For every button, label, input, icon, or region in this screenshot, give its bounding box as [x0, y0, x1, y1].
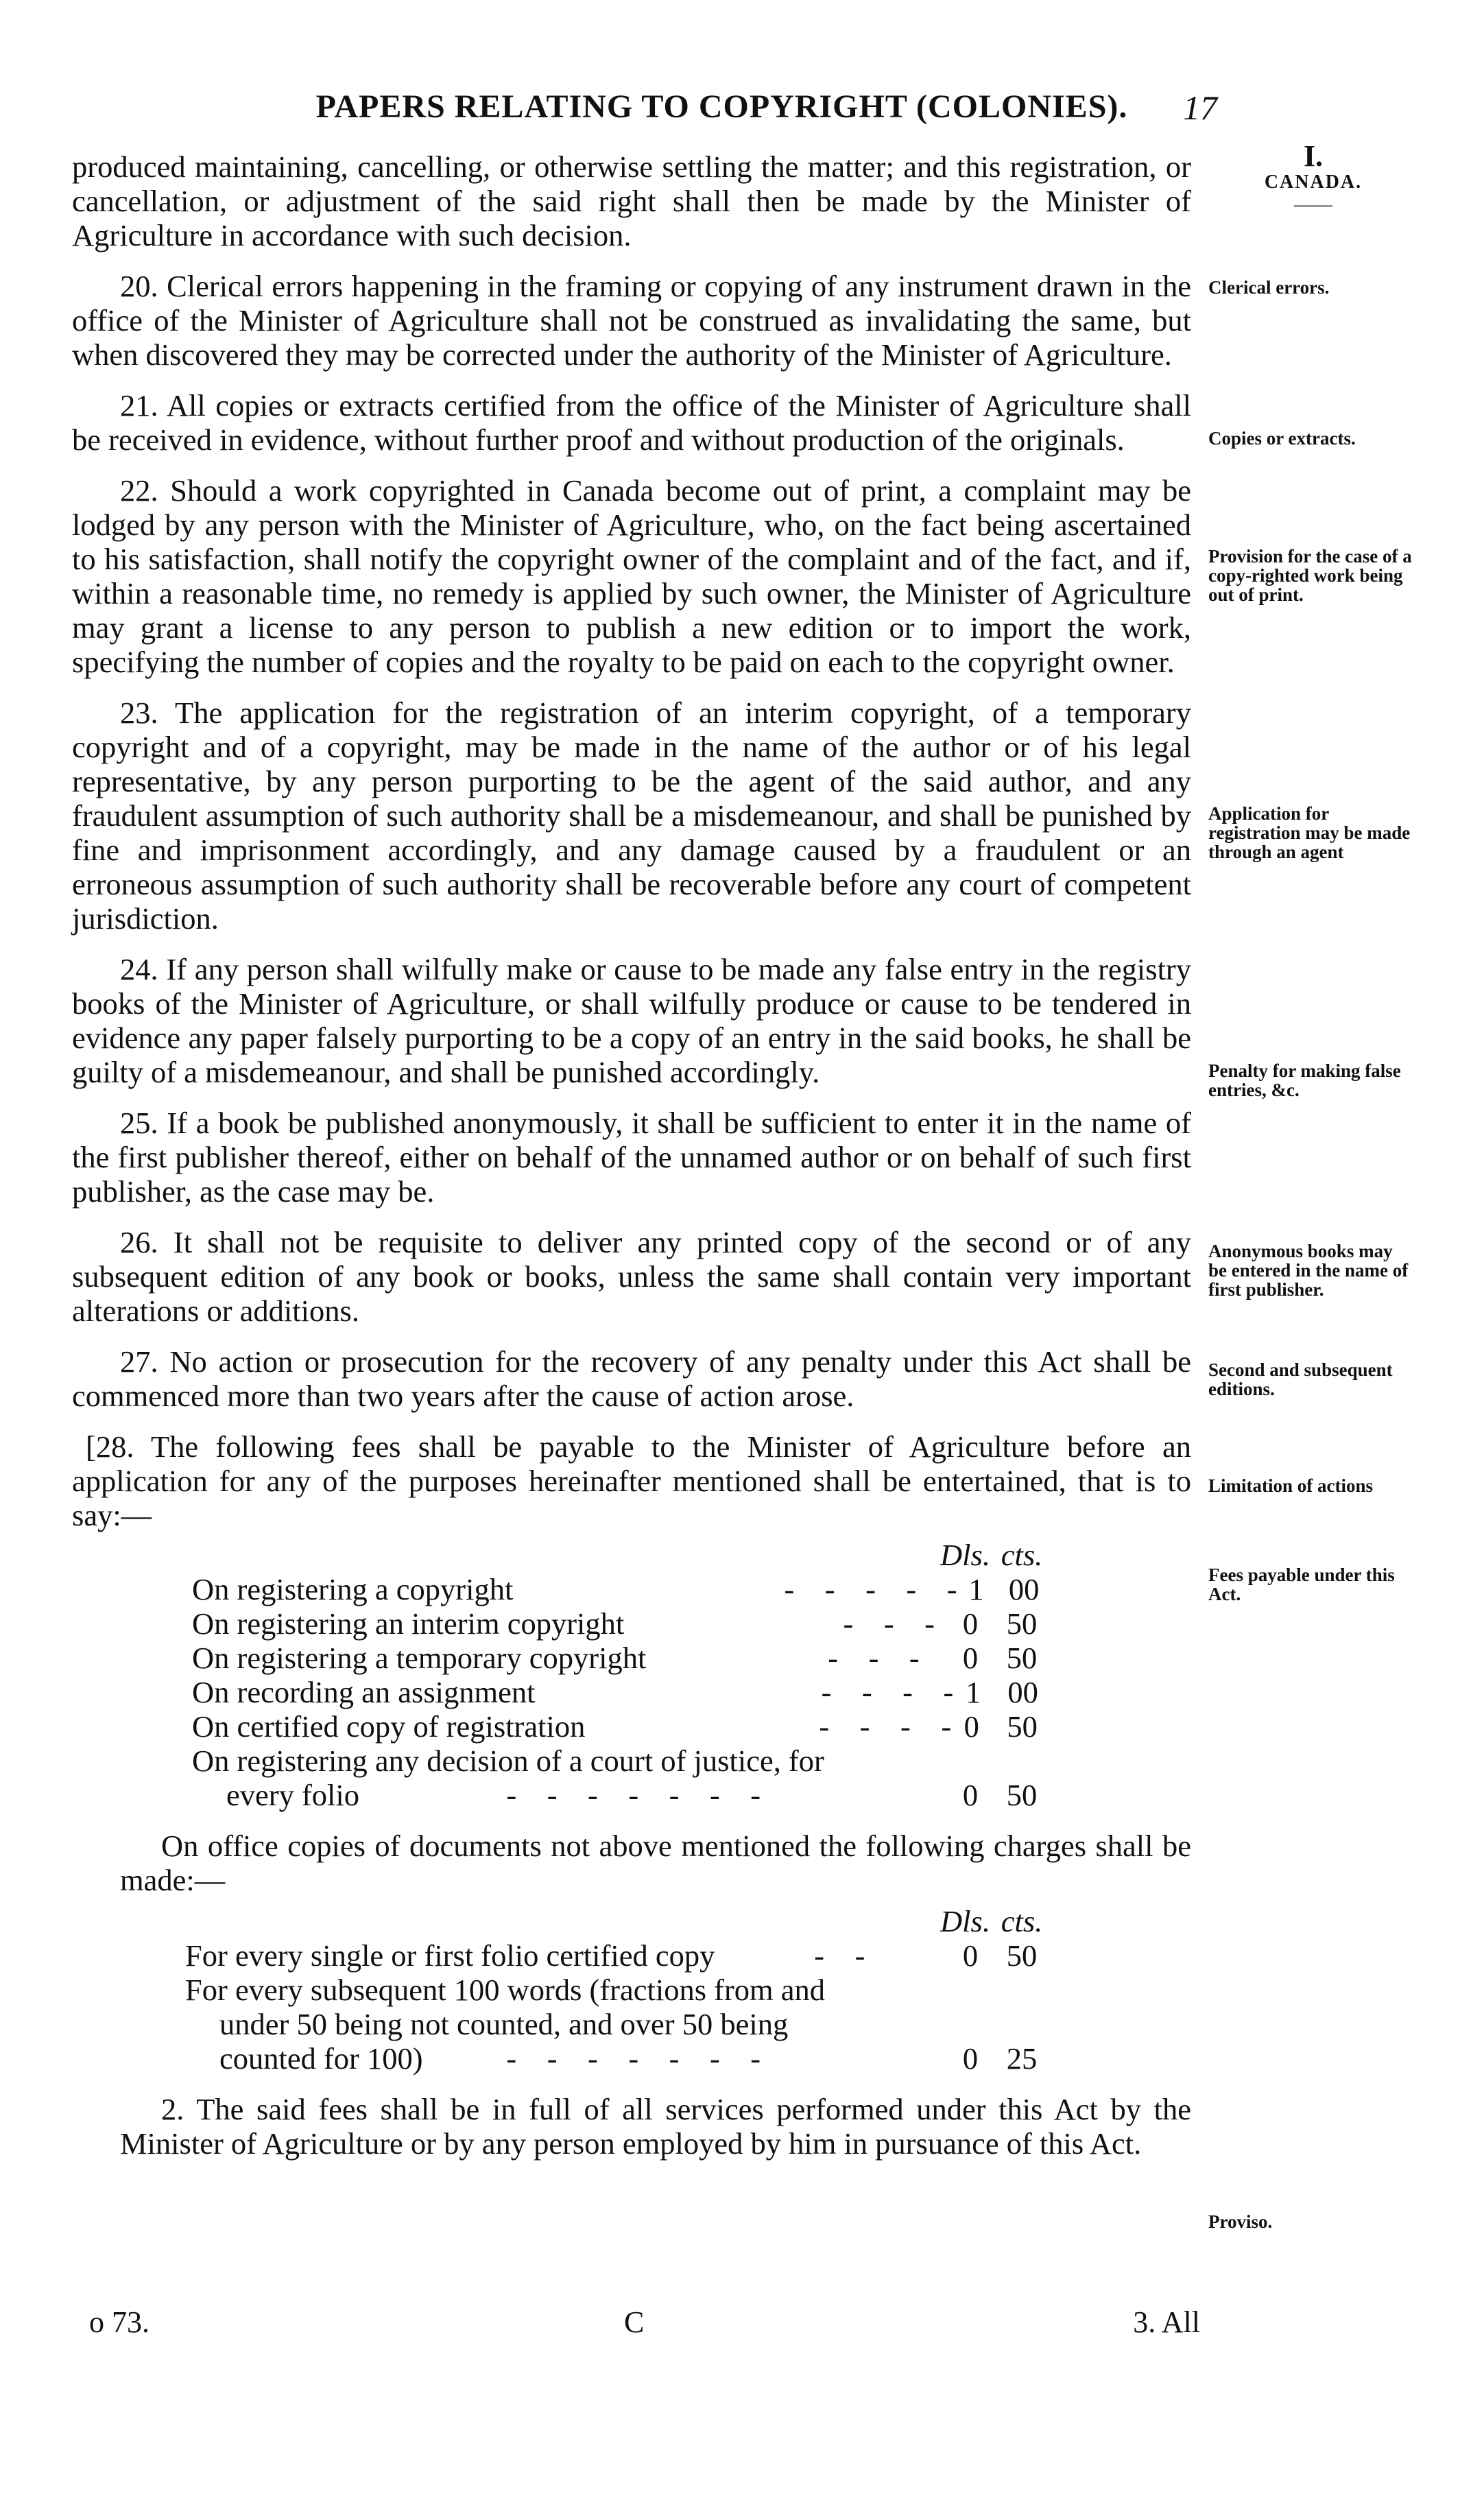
fee-dollars: 0: [962, 1641, 979, 1675]
fee-label: For every single or first folio certified copy: [185, 1938, 715, 1973]
paragraph-25: [72, 1106, 1191, 1209]
paragraph-number: 24.: [120, 952, 158, 986]
fee-leader: - - - - -: [769, 1572, 957, 1606]
sidenote-limitation: Limitation of actions: [1208, 1475, 1373, 1496]
paragraph-22: [72, 473, 1191, 679]
sheet-letter: C: [624, 2305, 645, 2339]
paragraph-text: Should a work copyrighted in Canada become out of print, a complaint may be lodged by any person with the Minister of Agriculture, who, on the fact being ascertained to his satisfaction, shall notify the copyright owner of the complaint and of the fact, and if, within a reasonable time, no remedy is applied by such owner, the Minister of Agriculture may grant a license to any person to publish a new edition or to import the work, specifying the number of copies and the royalty to be paid on each to the copyright owner.: [72, 473, 1191, 679]
fee-row-continuation: [72, 2007, 1053, 2041]
fee-cents: 50: [1006, 1606, 1038, 1641]
paragraph-text: produced maintaining, cancelling, or otherwise settling the matter; and this registration, or cancellation, or adjustment of the said right shall then be made by the Minister of Agriculture in accordance with such decision.: [72, 150, 1191, 252]
running-header: [226, 88, 1217, 136]
section-numeral: I.: [1303, 139, 1324, 173]
paragraph-number: 21.: [120, 388, 158, 423]
fee-row: [72, 1675, 1053, 1709]
sidenote-proviso: Proviso.: [1208, 2211, 1273, 2232]
fee-row: [72, 1709, 1053, 1744]
header-title: PAPERS RELATING TO COPYRIGHT (COLONIES).: [315, 88, 1128, 125]
fee-cents: 25: [1006, 2041, 1038, 2076]
fees-table-office-copies: [72, 1904, 1191, 2076]
fee-label: every folio: [226, 1778, 359, 1812]
sidenote-out-of-print: Provision for the case of a copy-righted work being out of print.: [1208, 546, 1412, 605]
paragraph-text: No action or prosecution for the recovery of any penalty under this Act shall be commenced more than two years after the cause of action arose.: [72, 1344, 1192, 1413]
fee-dollars: 1: [966, 1675, 981, 1709]
fee-label: under 50 being not counted, and over 50 being: [219, 2007, 789, 2041]
fee-leader: - -: [799, 1938, 865, 1973]
fee-dollars: 0: [962, 1778, 979, 1812]
paragraph-continuation: [72, 150, 1191, 252]
heading-rule: ——: [1294, 194, 1332, 215]
paragraph-21: [72, 388, 1191, 457]
sidenote-anonymous-books: Anonymous books may be entered in the name of first publisher.: [1208, 1241, 1409, 1300]
page-footer: [89, 2305, 1200, 2346]
column-cents-header: cts.: [1001, 1538, 1043, 1572]
fee-leader: - - - - - - -: [483, 1778, 761, 1812]
fee-row-continuation: [72, 1778, 1053, 1812]
fee-leader: - - -: [813, 1606, 935, 1641]
paragraph-number: 2.: [161, 2092, 184, 2126]
fee-cents: 00: [1008, 1572, 1040, 1606]
fees-table-registration: [72, 1538, 1191, 1812]
paragraph-26: [72, 1225, 1191, 1328]
fee-label: On certified copy of registration: [192, 1709, 586, 1744]
paragraph-text: It shall not be requisite to deliver any printed copy of the second or of any subsequent edition of any book or books, unless the same shall contain very important alterations or additions.: [72, 1225, 1191, 1328]
paragraph-text: If any person shall wilfully make or cause to be made any false entry in the registry books of the Minister of Agriculture, or shall wilfully produce or cause to be tendered in evidence any paper falsely purporting to be a copy of an entry in the said books, he shall be guilty of a misdemeanour, and shall be punished accordingly.: [72, 952, 1191, 1089]
country-heading: CANADA.: [1264, 171, 1363, 193]
fee-dollars: 1: [968, 1572, 984, 1606]
fee-label: On registering any decision of a court of justice, for: [192, 1744, 824, 1778]
office-copies-intro: [72, 1829, 1191, 1897]
fee-label: On recording an assignment: [192, 1675, 536, 1709]
paragraph-28: [72, 1429, 1191, 1532]
fee-row: [72, 1606, 1053, 1641]
fee-leader: - - - -: [791, 1675, 954, 1709]
fee-dollars: 0: [964, 1709, 979, 1744]
fee-leader: - - - -: [804, 1709, 952, 1744]
sidenote-false-entries: Penalty for making false entries, &c.: [1208, 1060, 1401, 1100]
page-number: 17: [1183, 88, 1217, 127]
fee-label: On registering a copyright: [192, 1572, 514, 1606]
paragraph-text: On office copies of documents not above mentioned the following charges shall be made:—: [120, 1829, 1191, 1897]
sidenote-subsequent-editions: Second and subsequent editions.: [1208, 1359, 1393, 1399]
paragraph-20: [72, 269, 1191, 372]
fee-cents: 50: [1006, 1641, 1038, 1675]
paragraph-number: 22.: [120, 473, 158, 508]
fee-dollars: 0: [962, 1938, 979, 1973]
fee-row: [72, 1641, 1053, 1675]
paragraph-text: If a book be published anonymously, it shall be sufficient to enter it in the name of the first publisher thereof, either on behalf of the unnamed author or on behalf of such first publisher, as the case may be.: [72, 1106, 1191, 1209]
paragraph-number: 27.: [120, 1344, 158, 1379]
paragraph-number: 26.: [120, 1225, 158, 1259]
paragraph-text: Clerical errors happening in the framing or copying of any instrument drawn in the office of the Minister of Agriculture shall not be construed as invalidating the same, but when discovered they may be corrected under the authority of the Minister of Agriculture.: [72, 269, 1191, 372]
paragraph-number: [28.: [86, 1429, 134, 1464]
paragraph-24: [72, 952, 1191, 1089]
fee-cents: 50: [1007, 1709, 1038, 1744]
signature-mark: o 73.: [89, 2305, 149, 2339]
sidenote-copies-extracts: Copies or extracts.: [1208, 428, 1356, 449]
fees-table-header: [72, 1904, 1053, 1938]
body-text: [72, 150, 1191, 2177]
column-dollars-header: Dls.: [940, 1538, 990, 1572]
fee-label: For every subsequent 100 words (fractions from and: [185, 1973, 826, 2007]
fee-label: On registering a temporary copyright: [192, 1641, 647, 1675]
sidenote-clerical-errors: Clerical errors.: [1208, 277, 1330, 298]
proviso-paragraph: [72, 2092, 1191, 2161]
fee-cents: 00: [1007, 1675, 1038, 1709]
paragraph-number: 23.: [120, 696, 158, 730]
paragraph-text: The application for the registration of an interim copyright, of a temporary copyright and of a copyright, may be made in the name of the author or of his legal representative, by any person purporting to be the agent of the said author, and any fraudulent assumption of such authority shall be a misdemeanour, and shall be punished by fine and imprisonment accordingly, and any damage caused by a fraudulent or an erroneous assumption of such authority shall be recoverable before any court of competent jurisdiction.: [72, 696, 1191, 936]
catchword: 3. All: [1133, 2305, 1200, 2339]
fee-dollars: 0: [962, 2041, 979, 2076]
fee-leader: - - -: [813, 1641, 920, 1675]
fee-row: [72, 1938, 1053, 1973]
fee-leader: - - - - - - -: [483, 2041, 761, 2076]
fee-dollars: 0: [962, 1606, 979, 1641]
paragraph-23: [72, 696, 1191, 936]
paragraph-text: The following fees shall be payable to the Minister of Agriculture before an application for any of the purposes hereinafter mentioned shall be entertained, that is to say:—: [72, 1429, 1191, 1532]
fee-label: On registering an interim copyright: [192, 1606, 625, 1641]
paragraph-text: All copies or extracts certified from the office of the Minister of Agriculture shall be received in evidence, without further proof and without production of the originals.: [72, 388, 1192, 457]
sidenote-agent-registration: Application for registration may be made through an agent: [1208, 803, 1411, 862]
fee-row-continuation: [72, 2041, 1053, 2076]
paragraph-27: [72, 1344, 1191, 1413]
fee-row-wrapped: [72, 1744, 1053, 1778]
fee-cents: 50: [1006, 1938, 1038, 1973]
fees-table-header: [72, 1538, 1053, 1572]
fee-row-wrapped: [72, 1973, 1053, 2007]
paragraph-number: 20.: [120, 269, 158, 303]
paragraph-text: The said fees shall be in full of all services performed under this Act by the Minister of Agriculture or by any person employed by him in pursuance of this Act.: [120, 2092, 1191, 2161]
fee-row: [72, 1572, 1053, 1606]
column-cents-header: cts.: [1001, 1904, 1043, 1938]
fee-cents: 50: [1006, 1778, 1038, 1812]
sidenote-fees-payable: Fees payable under this Act.: [1208, 1565, 1395, 1604]
paragraph-number: 25.: [120, 1106, 158, 1140]
fee-label: counted for 100): [219, 2041, 423, 2076]
column-dollars-header: Dls.: [940, 1904, 990, 1938]
